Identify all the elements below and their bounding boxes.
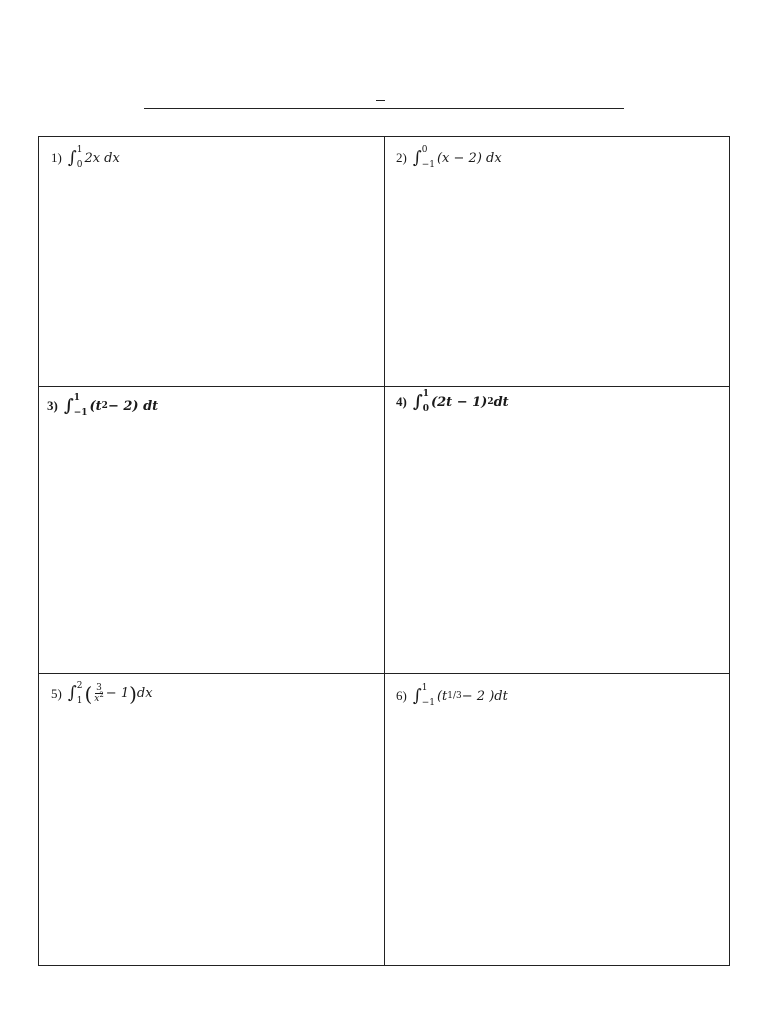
integrand-end: dt bbox=[493, 394, 509, 410]
lower-limit: 0 bbox=[422, 404, 429, 414]
integral-sign: ∫ bbox=[412, 147, 422, 168]
integrand: 2x dx bbox=[84, 150, 120, 166]
open-paren: ( bbox=[84, 681, 93, 706]
upper-limit: 1 bbox=[73, 393, 80, 403]
integral-limits bbox=[421, 145, 435, 170]
integral-expression bbox=[67, 145, 120, 170]
upper-limit: 1 bbox=[422, 389, 429, 399]
denominator-base: x bbox=[94, 694, 100, 704]
problem-number: 2) bbox=[396, 150, 407, 165]
upper-limit: 1 bbox=[76, 145, 83, 155]
problem-4 bbox=[396, 389, 509, 414]
problem-number: 5) bbox=[51, 685, 62, 701]
integral-sign: ∫ bbox=[63, 395, 74, 416]
integral-limits bbox=[76, 145, 83, 170]
upper-limit: 0 bbox=[421, 145, 428, 155]
integrand: (x − 2) dx bbox=[436, 150, 502, 166]
problem-number: 4) bbox=[396, 394, 407, 409]
problem-number: 6) bbox=[396, 688, 407, 703]
integral-limits bbox=[73, 393, 88, 418]
integral-expression bbox=[67, 680, 153, 706]
lower-limit: −1 bbox=[421, 160, 435, 170]
integral-sign: ∫ bbox=[412, 391, 423, 412]
differential: dx bbox=[136, 686, 153, 701]
integral-expression: ∫ 1 −1 (t 1/3 − 2 )dt bbox=[412, 683, 508, 708]
integrand-start: (t bbox=[436, 688, 448, 704]
problem-1 bbox=[51, 145, 120, 170]
integral-expression: ∫ 1 −1 (t 2 − 2) dt bbox=[63, 393, 159, 418]
problem-number: 1) bbox=[51, 150, 62, 165]
integrand-end: − 2 )dt bbox=[461, 688, 508, 704]
after-fraction: − 1 bbox=[105, 686, 130, 701]
lower-limit: 1 bbox=[76, 695, 83, 706]
name-line bbox=[144, 108, 624, 109]
problem-2 bbox=[396, 145, 502, 170]
lower-limit: −1 bbox=[73, 408, 88, 418]
lower-limit: 0 bbox=[76, 160, 83, 170]
worksheet-grid bbox=[38, 136, 730, 966]
integral-limits bbox=[76, 680, 83, 706]
column-divider bbox=[384, 137, 385, 965]
integral-limits bbox=[421, 683, 435, 708]
upper-limit: 2 bbox=[76, 680, 83, 691]
close-paren: ) bbox=[129, 681, 137, 706]
lower-limit: −1 bbox=[421, 698, 435, 708]
fraction-numerator: 3 bbox=[96, 683, 102, 693]
name-line-mark bbox=[376, 100, 385, 101]
integrand-start: (2t − 1) bbox=[430, 394, 488, 410]
integral-sign: ∫ bbox=[412, 685, 422, 706]
integral-sign: ∫ bbox=[67, 683, 77, 703]
integrand-end: − 2) dt bbox=[107, 398, 159, 414]
upper-limit: 1 bbox=[421, 683, 428, 693]
problem-3 bbox=[47, 393, 159, 418]
problem-number: 3) bbox=[47, 398, 58, 413]
integral-sign: ∫ bbox=[67, 147, 77, 168]
integral-expression bbox=[412, 145, 502, 170]
fraction-denominator bbox=[93, 691, 105, 704]
problem-6 bbox=[396, 683, 508, 708]
integrand-start: (t bbox=[89, 398, 102, 414]
problem-5 bbox=[51, 680, 153, 706]
denominator-exponent: 2 bbox=[99, 691, 104, 699]
integral-expression: ∫ 1 0 (2t − 1) 2 dt bbox=[412, 389, 509, 414]
fraction bbox=[93, 683, 105, 704]
integral-limits bbox=[422, 389, 429, 414]
